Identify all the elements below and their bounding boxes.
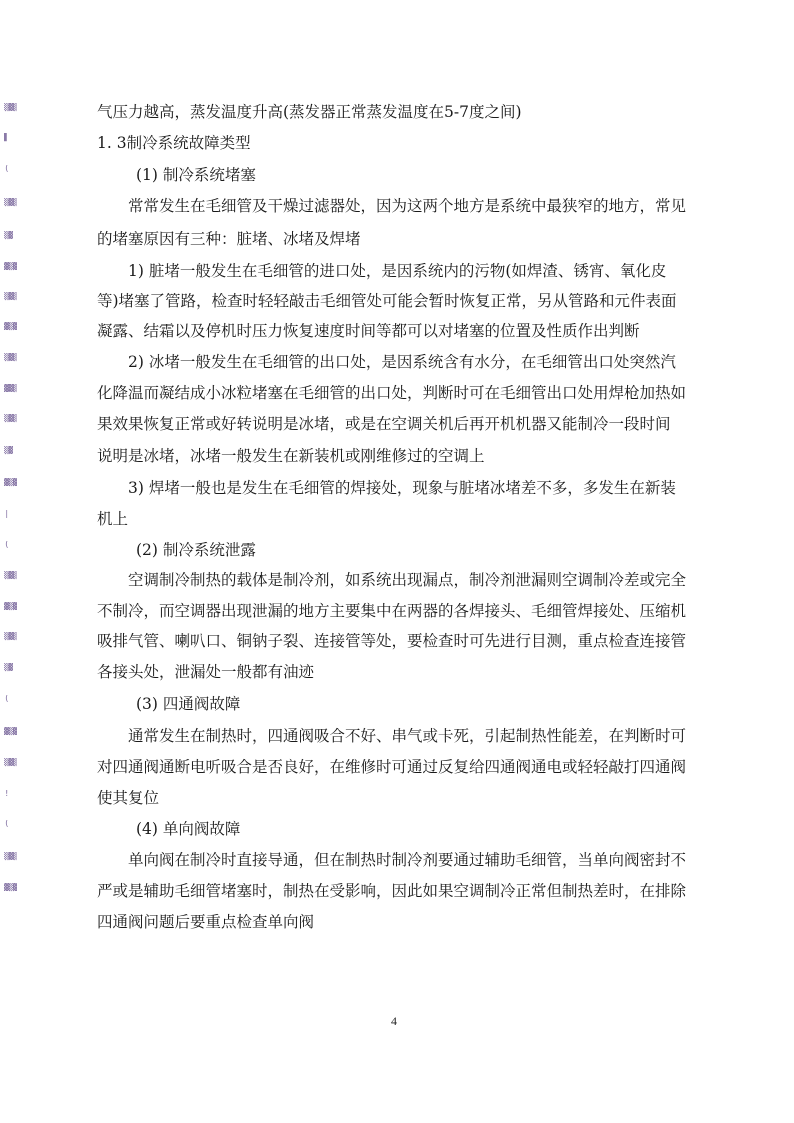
margin-artifact: ▓▓▒	[4, 384, 18, 393]
margin-artifact: (	[4, 820, 9, 829]
margin-artifact: ▒▓▒	[4, 571, 18, 580]
margin-artifact: (	[4, 695, 9, 704]
text-line: 单向阀在制冷时直接导通，但在制热时制冷剂要通过辅助毛细管，当单向阀密封不	[128, 851, 687, 869]
page-number: 4	[391, 1014, 397, 1028]
margin-artifact: !	[4, 790, 9, 799]
margin-artifact: ▒▓	[4, 446, 13, 455]
margin-artifact: ▓▒▓	[4, 478, 18, 487]
subsection-heading: (3) 四通阀故障	[136, 695, 241, 713]
subsection-heading: (4) 单向阀故障	[136, 820, 241, 838]
subsection-heading: (2) 制冷系统泄露	[136, 541, 256, 559]
margin-artifact: ▒▓▒	[4, 632, 18, 641]
text-line: 不制冷，而空调器出现泄漏的地方主要集中在两器的各焊接头、毛细管焊接处、压缩机	[97, 602, 687, 620]
text-line: 使其复位	[97, 789, 160, 807]
margin-artifact: ▓▒▓	[4, 602, 18, 611]
text-line: 2) 冰堵一般发生在毛细管的出口处，是因系统含有水分，在毛细管出口处突然汽	[128, 353, 676, 371]
text-line: 气压力越高，蒸发温度升高(蒸发器正常蒸发温度在5-7度之间)	[97, 103, 522, 121]
margin-artifact: ▒▓▒	[4, 198, 18, 207]
text-line: 常常发生在毛细管及干燥过滤器处，因为这两个地方是系统中最狭窄的地方，常见	[128, 197, 687, 215]
text-line: 对四通阀通断电听吸合是否良好，在维修时可通过反复给四通阀通电或轻轻敲打四通阀	[97, 758, 687, 776]
text-line: 四通阀问题后要重点检查单向阀	[97, 913, 315, 931]
text-line: 凝露、结霜以及停机时压力恢复速度时间等都可以对堵塞的位置及性质作出判断	[97, 322, 640, 340]
text-line: 3) 焊堵一般也是发生在毛细管的焊接处，现象与脏堵冰堵差不多，多发生在新装	[128, 479, 676, 497]
text-line: 通常发生在制热时，四通阀吸合不好、串气或卡死，引起制热性能差，在判断时可	[128, 727, 687, 745]
margin-artifact: (	[4, 165, 9, 174]
text-line: 各接头处，泄漏处一般都有油迹	[97, 663, 315, 681]
text-line: 的堵塞原因有三种：脏堵、冰堵及焊堵	[97, 230, 361, 248]
margin-artifact: ▒▓▒	[4, 353, 18, 362]
margin-artifact: ▒▓▒	[4, 852, 18, 861]
text-line: 吸排气管、喇叭口、铜钠子裂、连接管等处，要检查时可先进行目测，重点检查连接管	[97, 632, 687, 650]
text-line: 说明是冰堵，冰堵一般发生在新装机或刚维修过的空调上	[97, 447, 485, 465]
margin-artifact: ▒▓	[4, 663, 13, 672]
text-line: 果效果恢复正常或好转说明是冰堵，或是在空调关机后再开机机器又能制冷一段时间	[97, 415, 671, 433]
margin-artifact: ▓▒▓	[4, 883, 18, 892]
margin-artifact: ▓▒▓	[4, 727, 18, 736]
text-line: 1) 脏堵一般发生在毛细管的进口处，是因系统内的污物(如焊渣、锈宵、氧化皮	[128, 262, 667, 280]
margin-artifact: ▓▒▓	[4, 262, 18, 271]
margin-artifact: |	[4, 510, 9, 519]
margin-artifact: (	[4, 541, 9, 550]
section-heading: 1. 3制冷系统故障类型	[97, 134, 251, 152]
margin-artifact: ▒▓▒	[4, 292, 18, 301]
text-line: 等)堵塞了管路，检查时轻轻敲击毛细管处可能会暂时恢复正常，另从管路和元件表面	[97, 292, 677, 310]
margin-artifact: ▓▒▓	[4, 322, 18, 331]
margin-artifact: ▒▓▒	[4, 758, 18, 767]
margin-artifact: ▌	[4, 133, 9, 142]
margin-artifact: ▒▓	[4, 231, 13, 240]
margin-artifact: ▒▓▒	[4, 414, 18, 423]
text-line: 机上	[97, 510, 129, 528]
margin-artifact: ▒▓▒	[4, 103, 18, 112]
text-line: 化降温而凝结成小冰粒堵塞在毛细管的出口处，判断时可在毛细管出口处用焊枪加热如	[97, 384, 687, 402]
subsection-heading: (1) 制冷系统堵塞	[136, 166, 256, 184]
text-line: 严或是辅助毛细管堵塞时，制热在受影响，因此如果空调制冷正常但制热差时，在排除	[97, 882, 687, 900]
text-line: 空调制冷制热的载体是制冷剂，如系统出现漏点，制冷剂泄漏则空调制冷差或完全	[128, 571, 687, 589]
